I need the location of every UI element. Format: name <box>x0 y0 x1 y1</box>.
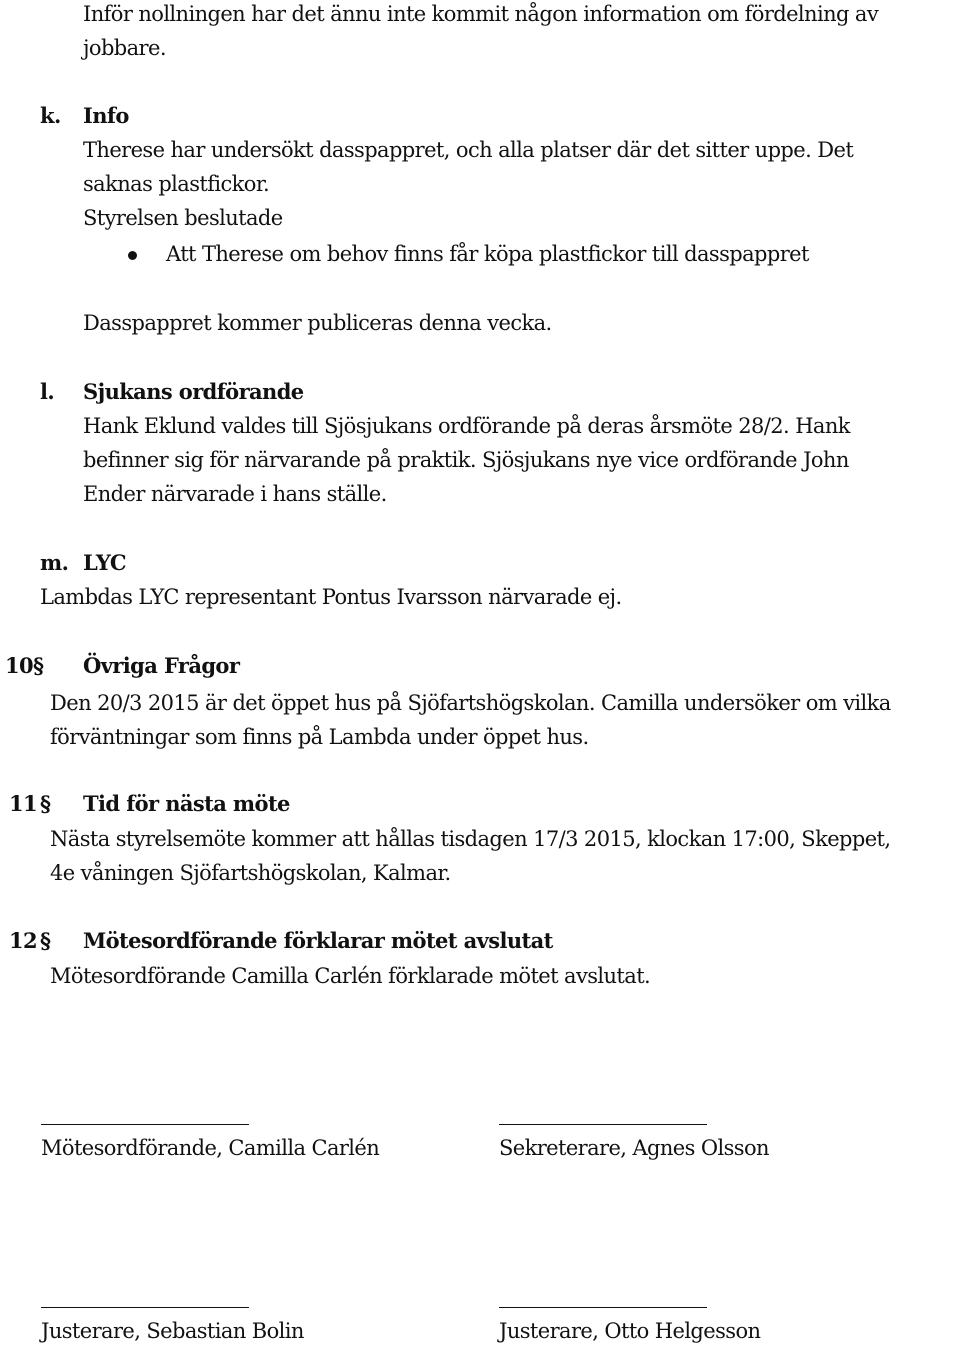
section-symbol: § <box>33 653 44 678</box>
section-symbol: § <box>40 791 51 816</box>
bullet-icon <box>128 251 137 260</box>
item-l-line-1: Hank Eklund valdes till Sjösjukans ordförande på deras årsmöte 28/2. Hank <box>83 414 850 438</box>
signature-line <box>499 1124 707 1125</box>
section-10-line-2: förväntningar som finns på Lambda under öppet hus. <box>50 725 589 749</box>
section-10-number: 10 <box>5 653 34 678</box>
section-11-line-2: 4e våningen Sjöfartshögskolan, Kalmar. <box>50 861 451 885</box>
item-k-letter: k. <box>40 103 61 128</box>
intro-line-2: jobbare. <box>83 36 166 60</box>
intro-line-1: Inför nollningen har det ännu inte kommit någon information om fördelning av <box>83 2 879 26</box>
signature-chair: Mötesordförande, Camilla Carlén <box>41 1136 380 1160</box>
section-symbol: § <box>40 928 51 953</box>
item-m-heading: LYC <box>83 550 126 575</box>
item-m-text: Lambdas LYC representant Pontus Ivarsson närvarade ej. <box>40 585 622 609</box>
section-11-number: 11 <box>9 791 38 816</box>
signature-adjuster-2: Justerare, Otto Helgesson <box>499 1319 761 1343</box>
signature-line <box>499 1307 707 1308</box>
item-l-heading: Sjukans ordförande <box>83 379 304 404</box>
signature-line <box>41 1307 249 1308</box>
section-10-line-1: Den 20/3 2015 är det öppet hus på Sjöfartshögskolan. Camilla undersöker om vilka <box>50 691 891 715</box>
item-k-line-3: Styrelsen beslutade <box>83 206 283 230</box>
section-12-number: 12 <box>9 928 38 953</box>
section-11-line-1: Nästa styrelsemöte kommer att hållas tisdagen 17/3 2015, klockan 17:00, Skeppet, <box>50 827 891 851</box>
item-k-line-1: Therese har undersökt dasspappret, och alla platser där det sitter uppe. Det <box>83 138 854 162</box>
section-10-heading: Övriga Frågor <box>83 653 240 678</box>
item-m-letter: m. <box>40 550 69 575</box>
section-12-heading: Mötesordförande förklarar mötet avslutat <box>83 928 553 953</box>
item-l-line-3: Ender närvarade i hans ställe. <box>83 482 387 506</box>
item-l-letter: l. <box>40 379 55 404</box>
signature-adjuster-1: Justerare, Sebastian Bolin <box>41 1319 304 1343</box>
item-l-line-2: befinner sig för närvarande på praktik. Sjösjukans nye vice ordförande John <box>83 448 849 472</box>
item-k-line-2: saknas plastfickor. <box>83 172 270 196</box>
item-k-heading: Info <box>83 103 129 128</box>
signature-line <box>41 1124 249 1125</box>
item-k-note: Dasspappret kommer publiceras denna vecka. <box>83 311 552 335</box>
section-11-heading: Tid för nästa möte <box>83 791 290 816</box>
item-k-bullet-text: Att Therese om behov finns får köpa plastfickor till dasspappret <box>166 242 809 266</box>
section-12-text: Mötesordförande Camilla Carlén förklarade mötet avslutat. <box>50 964 651 988</box>
signature-secretary: Sekreterare, Agnes Olsson <box>499 1136 769 1160</box>
